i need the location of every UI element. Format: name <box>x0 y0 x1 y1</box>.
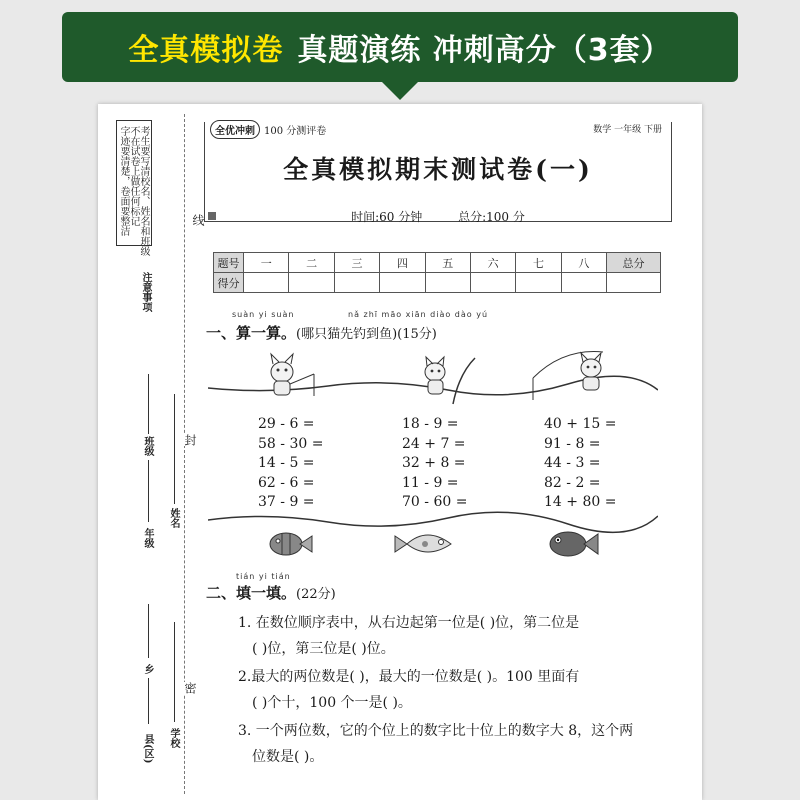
seal-char: 封 <box>183 434 197 446</box>
score-cell: 四 <box>380 253 425 273</box>
problem: 82 - 2 = <box>544 474 601 491</box>
score-cell: 八 <box>561 253 606 273</box>
total-score: 总分:100 分 <box>458 210 525 224</box>
grade-underline <box>148 460 149 522</box>
problem: 14 - 5 = <box>258 455 315 471</box>
problem: 58 - 30 = <box>258 435 324 452</box>
brand-tag: 100 分测评卷 <box>264 126 327 137</box>
score-blank[interactable] <box>516 273 561 293</box>
question-1-line-2: ( )位，第三位是( )位。 <box>252 641 395 657</box>
name-underline <box>174 394 175 504</box>
score-value-row <box>214 273 661 293</box>
problem: 37 - 9 = <box>258 494 315 510</box>
promo-banner <box>62 12 738 82</box>
section2-title: 二、填一填。 <box>206 584 297 602</box>
mi-char: 密 <box>183 682 197 694</box>
score-cell: 七 <box>516 253 561 273</box>
field-name: 姓名 <box>168 508 179 528</box>
fishing-scene <box>208 350 658 410</box>
problem: 91 - 8 = <box>544 435 601 452</box>
score-blank[interactable] <box>334 273 379 293</box>
problem: 18 - 9 = <box>402 416 459 432</box>
fish-2-icon <box>395 535 451 552</box>
score-cell: 五 <box>425 253 470 273</box>
score-blank[interactable] <box>470 273 515 293</box>
question-2-line-2: ( )个十，100 个一是( )。 <box>252 695 412 711</box>
score-cell: 一 <box>244 253 289 273</box>
cat-3-icon <box>533 352 603 400</box>
fish-3-icon <box>550 532 598 556</box>
question-1-line-1: 1. 在数位顺序表中，从右边起第一位是( )位，第二位是 <box>238 615 580 631</box>
line-char: 线 <box>191 214 205 226</box>
subject-label: 数学 一年级 下册 <box>593 125 662 135</box>
binding-strip <box>98 104 218 800</box>
problem: 11 - 9 = <box>402 474 459 491</box>
banner-arrow <box>380 80 420 100</box>
problem: 14 + 80 = <box>544 494 617 510</box>
problem: 29 - 6 = <box>258 416 315 432</box>
sec2-pinyin: tián yi tián <box>236 572 291 581</box>
problem: 70 - 60 = <box>402 494 468 510</box>
sec1-pinyin-2: nǎ zhī māo xiān diào dào yú <box>348 310 489 319</box>
section1-heading <box>206 322 437 343</box>
score-blank[interactable] <box>244 273 289 293</box>
problem: 24 + 7 = <box>402 435 466 452</box>
class-underline <box>148 374 149 434</box>
time-limit: 时间:60 分钟 <box>351 210 423 224</box>
problem: 62 - 6 = <box>258 474 315 491</box>
field-xiang: 乡 <box>142 664 153 674</box>
problems-col-3 <box>544 416 616 514</box>
field-school: 学校 <box>168 728 179 748</box>
score-blank[interactable] <box>561 273 606 293</box>
sec1-pinyin: suàn yi suàn <box>232 310 295 319</box>
field-grade: 年级 <box>142 528 153 548</box>
problem: 32 + 8 = <box>402 455 466 471</box>
problems-col-1 <box>258 416 323 514</box>
score-cell: 六 <box>470 253 515 273</box>
section2-note: (22分) <box>296 587 336 602</box>
problems-col-2 <box>402 416 467 514</box>
score-cell-label: 题号 <box>214 253 244 273</box>
brand-pill: 全优冲刺 <box>210 120 260 139</box>
score-header-row <box>214 253 661 273</box>
brand <box>210 120 326 139</box>
question-2-line-1: 2.最大的两位数是( )，最大的一位数是( )。100 里面有 <box>238 669 580 685</box>
fish-scene <box>208 510 658 566</box>
notice-title: 注意事项 <box>140 272 151 312</box>
fish-1-icon <box>270 533 312 555</box>
score-blank[interactable] <box>380 273 425 293</box>
county-underline <box>148 678 149 724</box>
exam-paper <box>98 104 702 800</box>
score-blank[interactable] <box>289 273 334 293</box>
time-info <box>204 208 672 225</box>
notice-line-1: 考生要写清校名、姓名和班级 <box>138 126 149 256</box>
water-line-bottom <box>208 512 658 532</box>
section1-note: (哪只猫先钓到鱼)(15分) <box>296 327 437 342</box>
banner-highlight: 全真模拟卷 <box>128 33 284 68</box>
field-class: 班级 <box>142 436 153 456</box>
problem: 44 - 3 = <box>544 455 601 471</box>
xiang-underline <box>148 604 149 658</box>
section2-heading <box>206 582 336 603</box>
score-cell-total: 总分 <box>607 253 661 273</box>
score-cell: 二 <box>289 253 334 273</box>
banner-text: 真题演练 冲刺高分（3套） <box>297 33 672 68</box>
question-3-line-1: 3. 一个两位数，它的个位上的数字比十位上的数字大 8，这个两 <box>238 723 634 739</box>
score-blank[interactable] <box>425 273 470 293</box>
notice-line-2: 不在试卷上做任何标记 <box>128 126 139 226</box>
notice-line-3: 字迹要清楚，卷面要整洁 <box>118 126 129 236</box>
section1-title: 一、算一算。 <box>206 324 297 342</box>
question-3-line-2: 位数是( )。 <box>252 749 324 765</box>
field-county: 县(区) <box>142 734 153 764</box>
problem: 40 + 15 = <box>544 416 617 432</box>
score-blank[interactable] <box>607 273 661 293</box>
cat-2-icon <box>425 357 475 404</box>
score-cell: 三 <box>334 253 379 273</box>
exam-title: 全真模拟期末测试卷(一) <box>283 155 593 184</box>
score-row-label: 得分 <box>214 273 244 293</box>
score-table <box>213 252 661 293</box>
school-underline <box>174 622 175 722</box>
